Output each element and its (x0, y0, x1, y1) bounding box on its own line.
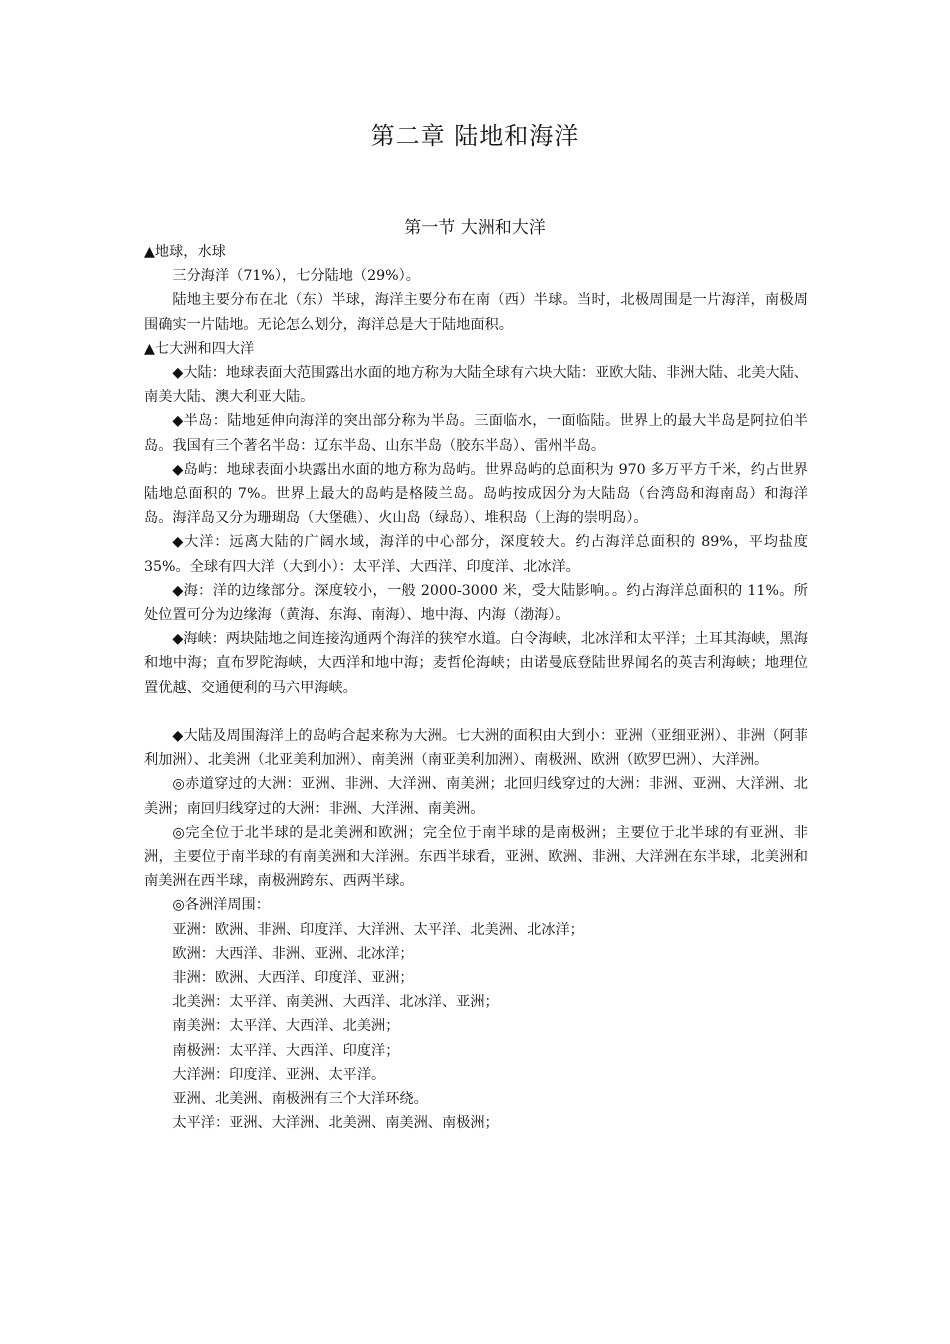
paragraph: ◆大陆：地球表面大范围露出水面的地方称为大陆全球有六块大陆：亚欧大陆、非洲大陆、北美大陆、南美大陆、澳大利亚大陆。 (144, 365, 808, 406)
paragraph: ◆大陆及周围海洋上的岛屿合起来称为大洲。七大洲的面积由大到小：亚洲（亚细亚洲）、非洲（阿菲利加洲）、北美洲（北亚美利加洲）、南美洲（南亚美利加洲）、南极洲、欧洲（欧罗巴洲）、大洋洲。 (144, 728, 808, 769)
paragraph: ◎各洲洋周围： (172, 897, 270, 914)
paragraph: ◆海峡：两块陆地之间连接沟通两个海洋的狭窄水道。白令海峡，北冰洋和太平洋；土耳其海峡，黑海和地中海；直布罗陀海峡，大西洋和地中海；麦哲伦海峡；由诺曼底登陆世界闻名的英吉利海峡；地理位置优越、交通便利的马六甲海峡。 (144, 631, 808, 696)
heading-line: ▲地球，水球 (144, 244, 226, 260)
paragraph: ◎赤道穿过的大洲：亚洲、非洲、大洋洲、南美洲；北回归线穿过的大洲：非洲、亚洲、大洋洲、北美洲；南回归线穿过的大洲：非洲、大洋洲、南美洲。 (144, 776, 808, 817)
paragraph: 非洲：欧洲、大西洋、印度洋、亚洲； (172, 970, 414, 987)
paragraph: 太平洋：亚洲、大洋洲、北美洲、南美洲、南极洲； (172, 1115, 499, 1132)
paragraph: ◆大洋：远离大陆的广阔水域，海洋的中心部分，深度较大。约占海洋总面积的 89%，平均盐度 35%。全球有四大洋（大到小）：太平洋、大西洋、印度洋、北冰洋。 (144, 534, 808, 575)
paragraph: 南美洲：太平洋、大西洋、北美洲； (172, 1018, 400, 1035)
paragraph: 亚洲、北美洲、南极洲有三个大洋环绕。 (172, 1091, 428, 1108)
paragraph: ◆岛屿：地球表面小块露出水面的地方称为岛屿。世界岛屿的总面积为 970 多万平方千米，约占世界陆地总面积的 7%。世界上最大的岛屿是格陵兰岛。岛屿按成因分为大陆岛（台湾岛和海南岛）和海洋岛。海洋岛又分为珊瑚岛（大堡礁）、火山岛（绿岛）、堆积岛（上海的崇明岛）。 (144, 461, 808, 527)
section-title: 第一节 大洲和大洋 (404, 218, 546, 238)
paragraph: ◆半岛：陆地延伸向海洋的突出部分称为半岛。三面临水，一面临陆。世界上的最大半岛是阿拉伯半岛。我国有三个著名半岛：辽东半岛、山东半岛（胶东半岛）、雷州半岛。 (144, 413, 808, 454)
heading-line: ▲七大洲和四大洋 (144, 340, 255, 357)
blank-line (144, 700, 808, 724)
paragraph: 亚洲：欧洲、非洲、印度洋、大洋洲、太平洋、北美洲、北冰洋； (172, 921, 584, 938)
paragraph: 南极洲：太平洋、大西洋、印度洋； (172, 1042, 400, 1059)
paragraph: ◆海：洋的边缘部分。深度较小，一般 2000-3000 米，受大陆影响。。约占海洋总面积的 11%。所处位置可分为边缘海（黄海、东海、南海）、地中海、内海（渤海）。 (144, 582, 808, 624)
paragraph: 欧洲：大西洋、非洲、亚洲、北冰洋； (172, 945, 414, 962)
paragraph: 三分海洋（71%），七分陆地（29%）。 (172, 268, 420, 285)
document-body (144, 240, 808, 1136)
paragraph: ◎完全位于北半球的是北美洲和欧洲；完全位于南半球的是南极洲；主要位于北半球的有亚洲、非洲，主要位于南半球的有南美洲和大洋洲。东西半球看，亚洲、欧洲、非洲、大洋洲在东半球，北美洲和南美洲在西半球，南极洲跨东、西两半球。 (144, 824, 808, 890)
paragraph: 陆地主要分布在北（东）半球，海洋主要分布在南（西）半球。当时，北极周围是一片海洋，南极周围确实一片陆地。无论怎么划分，海洋总是大于陆地面积。 (144, 292, 808, 333)
paragraph: 北美洲：太平洋、南美洲、大西洋、北冰洋、亚洲； (172, 994, 499, 1011)
chapter-title: 第二章 陆地和海洋 (370, 122, 580, 150)
paragraph: 大洋洲：印度洋、亚洲、太平洋。 (172, 1066, 386, 1083)
